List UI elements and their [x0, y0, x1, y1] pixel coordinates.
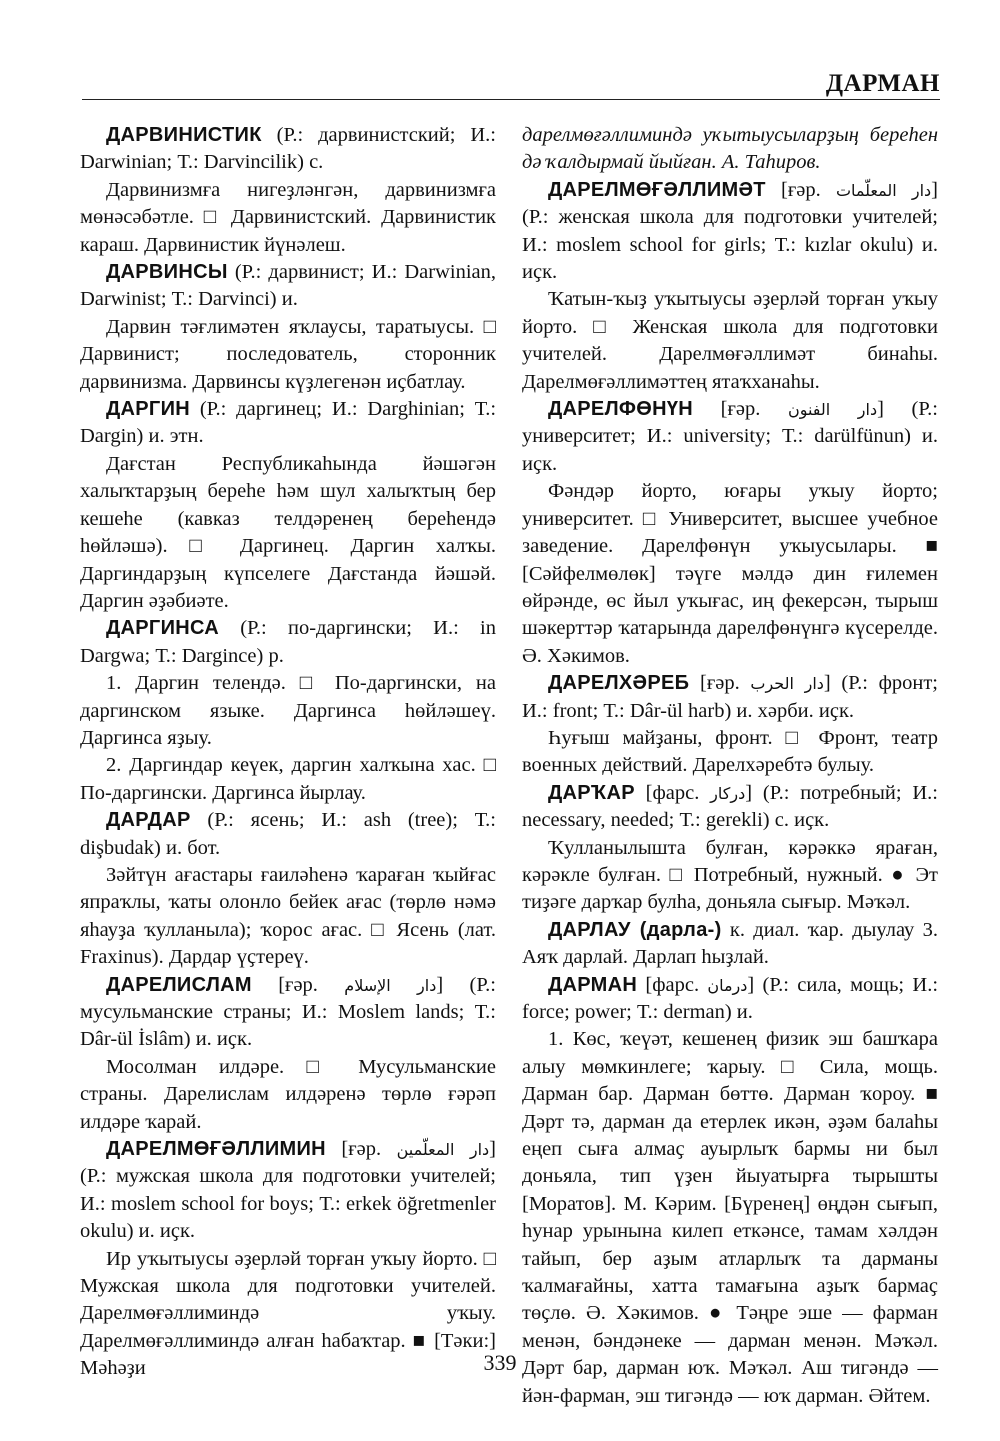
- entry-darvinsy: [80, 259, 496, 314]
- entry-gloss: (Р.: мусульманские страны; И.: Moslem lands; Т.: Dâr-ül İslâm) и. иҫк.: [80, 973, 497, 1051]
- entry-darlau: [522, 917, 938, 972]
- definition: Фәндәр йорто, юғары уҡыу йорто; университет. □ Университет, высшее учебное заведение. Дарелфөнүн уҡыусылары. ■ [Сәйфелмөлөк] тәүге мәлдә дин ғилемен өйрәнде, өс йыл уҡығас, иң фекерсән, тырыш шәкерттәр ҡатарында дарелфөнүнгә күсерелде. Ә. Хәкимов.: [522, 480, 938, 667]
- headword: ДАРЕЛМӨҒӘЛЛИМИН: [106, 1138, 326, 1161]
- definition: Ҡулланылышта булған, кәрәккә яраған, кәрәкле булған. □ Потребный, нужный. ● Эт тиҙәге дарҡар булһа, доньяла сығыр. Мәҡәл.: [522, 836, 938, 914]
- arabic-etymon: دار الفنون: [787, 400, 878, 420]
- entry-darginsa: [80, 615, 496, 670]
- arabic-etymon: دار الإسلام: [344, 975, 437, 995]
- entry-gloss: (Р.: мужская школа для подготовки учителей; И.: moslem school for boys; Т.: erkek öğretmenler okulu) и. иҫк.: [80, 1165, 496, 1243]
- definition: Ир уҡытыусы әҙерләй торған уҡыу йорто. □ Мужская школа для подготовки учителей. Дарелмөғәллиминдә уҡыу. Дарелмөғәллиминдә алған һабаҡтар. ■ [Тәки:] Мәһәҙи: [80, 1247, 496, 1380]
- entry-gloss: (Р.: женская школа для подготовки учителей; И.: moslem school for girls; Т.: kızlar okulu) и. иҫк.: [522, 206, 938, 284]
- definition: Һуғыш майҙаны, фронт. □ Фронт, театр военных действий. Дарелхәребтә булыу.: [522, 726, 938, 777]
- entry-gloss: (Р.: по-даргински; И.: in Dargwa; Т.: Dargince) р.: [80, 617, 496, 667]
- headword: ДАРҠАР: [548, 781, 635, 804]
- headword: ДАРГИН: [106, 398, 190, 421]
- entry-darelmogallimat: ДАРЕЛМӨҒӘЛЛИМӘТ [ғәр. دار المعلّمات] (Р.: женская школа для подготовки учителей; И.: moslem school for girls; Т.: kızlar okulu) и. иҫк.: [522, 178, 938, 284]
- entry-gloss: к. диал. ҡар. дыулау 3. Аяҡ дарлай. Дарлап һыҙлай.: [522, 918, 938, 969]
- arabic-etymon: دار المعلّمات: [835, 180, 932, 200]
- entry-darelmogallimin: ДАРЕЛМӨҒӘЛЛИМИН [ғәр. دار المعلّمين] (Р.: мужская школа для подготовки учителей; И.: moslem school for boys; Т.: erkek öğretmenler okulu) и. иҫк.: [80, 1138, 496, 1243]
- entry-gloss: (Р.: сила, мощь; И.: force; power; Т.: derman) и.: [522, 973, 939, 1023]
- definition: Дарвинизмға нигеҙләнгән, дарвинизмға мөнәсәбәтле. □ Дарвинистский. Дарвинистик караш. Дарвинистик йүнәлеш.: [80, 178, 496, 256]
- arabic-etymon: دار المعلّمين: [396, 1140, 490, 1160]
- entry-darvinistik: [80, 122, 496, 177]
- header-rule: [82, 99, 940, 100]
- definition: Дарвин тәғлимәтен яҡлаусы, таратыусы. □ Дарвинист; последователь, сторонник дарвинизма. Дарвинсы күҙлегенән иҫбатлау.: [80, 315, 496, 393]
- entry-gloss: (Р.: даргинец; И.: Darghinian; Т.: Dargin) и. этн.: [80, 398, 497, 448]
- page-number: 339: [483, 1350, 517, 1375]
- headword: ДАРВИНСЫ: [106, 261, 228, 284]
- headword: ДАРЛАУ (дарла-): [548, 918, 722, 941]
- arabic-etymon: دار الحرب: [750, 674, 824, 694]
- persian-etymon: درکار: [710, 783, 746, 803]
- headword: ДАРЕЛФӨНҮН: [548, 398, 694, 421]
- right-column: [522, 122, 938, 1410]
- persian-etymon: درمان: [707, 975, 748, 995]
- running-head: ДАРМАН: [825, 70, 940, 97]
- entry-gloss: (Р.: фронт; И.: front; Т.: Dâr-ül harb) и. хәрби. иҫк.: [522, 672, 938, 722]
- sense-1: 1. Даргин телендә. □ По-даргински, на даргинском языке. Даргинса һөйләшеү. Даргинса яҙыу.: [80, 672, 496, 749]
- entry-dargin: [80, 396, 496, 451]
- sense-1: 1. Көс, ҡеүәт, кешенең физик эш башҡара алыу мөмкинлеге; ҡарыу. □ Сила, мощь. Дарман бар. Дарман бөттө. Дарман ҡороу. ■ Дәрт тә, дарман да етерлек икән, әҙәм балаһы еңеп сыға алмаҫ ауырлыҡ бармы ни был доньяла, тип үҙен йыуатырға тырышты [Моратов]. М. Кәрим. [Бүренең] өңдән сығып, һунар урынына килеп еткәнсе, тамам хәлдән тайып, бер аҙым атларлыҡ та дарманы ҡалмағайны, хатта тамағына аҙыҡ бармаҫ төҫлө. Ә. Хәкимов. ● Тәңре эше — фарман менән, бәндәнеке — дарман менән. Мәҡәл. Дәрт бар, дарман юҡ. Мәҡәл. Аш тигәндә — йән-фарман, эш тигәндә — юҡ дарман. Әйтем.: [522, 1028, 938, 1407]
- headword: ДАРДАР: [106, 809, 191, 832]
- headword: ДАРМАН: [548, 973, 638, 996]
- entry-gloss: (Р.: университет; И.: university; Т.: darülfünun) и. иҫк.: [522, 398, 939, 475]
- sense-2: 2. Даргиндар кеүек, даргин халҡына хас. □ По-даргински. Даргинса йырлау.: [80, 754, 496, 804]
- definition: Дағстан Республикаһында йәшәгән халыҡтарҙың береһе һәм шул халыҡтың бер кешеһе (кавказ телдәренең береһендә һөйләшә). □ Даргинец. Даргин халҡы. Даргиндарҙың күпселеге Дағстанда йәшәй. Даргин әҙәбиәте.: [80, 452, 496, 612]
- entry-darelfonun: ДАРЕЛФӨНҮН [ғәр. دار الفنون] (Р.: университет; И.: university; Т.: darülfünun) и. иҫк.: [522, 398, 939, 475]
- entry-gloss: (Р.: дарвинист; И.: Darwinian, Darwinist; Т.: Darvinci) и.: [80, 261, 497, 311]
- headword: ДАРЕЛИСЛАМ: [106, 973, 252, 996]
- entry-gloss: (Р.: потребный; И.: necessary, needed; Т.: gerekli) с. иҫк.: [522, 781, 939, 832]
- continued-quote: дарелмөғәллиминдә уҡытыусыларҙың береһен дә ҡалдырмай йыйған. А. Таһиров.: [522, 124, 938, 174]
- entry-dardar: [80, 807, 496, 862]
- headword: ДАРВИНИСТИК: [106, 124, 262, 146]
- entry-darelhareb: ДАРЕЛХӘРЕБ [ғәр. دار الحرب] (Р.: фронт; И.: front; Т.: Dâr-ül harb) и. хәрби. иҫк.: [522, 672, 938, 722]
- definition: Ҡатын-ҡыҙ уҡытыусы әҙерләй торған уҡыу йорто. □ Женская школа для подготовки учителей. Дарелмөғәллимәт бинаһы. Дарелмөғәллимәттең ятаҡханаһы.: [522, 288, 938, 393]
- definition: Зәйтүн ағастары ғаиләһенә ҡараған ҡыйғас япраҡлы, ҡаты олонло бейек ағас (төрлө нәмә яһауҙа ҡулланыла); ҡорос ағас. □ Ясень (лат. Fraxinus). Дардар үҫтереү.: [80, 863, 496, 969]
- entry-darman: ДАРМАН [фарс. درمان] (Р.: сила, мощь; И.: force; power; Т.: derman) и.: [522, 973, 939, 1023]
- definition: Мосолман илдәре. □ Мусульманские страны. Дарелислам илдәренә төрлө ғәрәп илдәре ҡарай.: [80, 1055, 496, 1133]
- entry-darqar: ДАРҠАР [фарс. درکار] (Р.: потребный; И.: necessary, needed; Т.: gerekli) с. иҫк.: [522, 781, 939, 832]
- entry-gloss: (Р.: дарвинистский; И.: Darwinian; Т.: Darvincilik) с.: [80, 124, 496, 174]
- headword: ДАРЕЛМӨҒӘЛЛИМӘТ: [548, 178, 766, 201]
- headword: ДАРЕЛХӘРЕБ: [548, 672, 690, 695]
- entry-dareloslam: ДАРЕЛИСЛАМ [ғәр. دار الإسلام] (Р.: мусульманские страны; И.: Moslem lands; Т.: Dâr-ül İslâm) и. иҫк.: [80, 973, 497, 1051]
- entry-gloss: (Р.: ясень; И.: ash (tree); Т.: dişbudak) и. бот.: [80, 809, 496, 859]
- left-column: [80, 122, 496, 1383]
- headword: ДАРГИНСА: [106, 617, 219, 640]
